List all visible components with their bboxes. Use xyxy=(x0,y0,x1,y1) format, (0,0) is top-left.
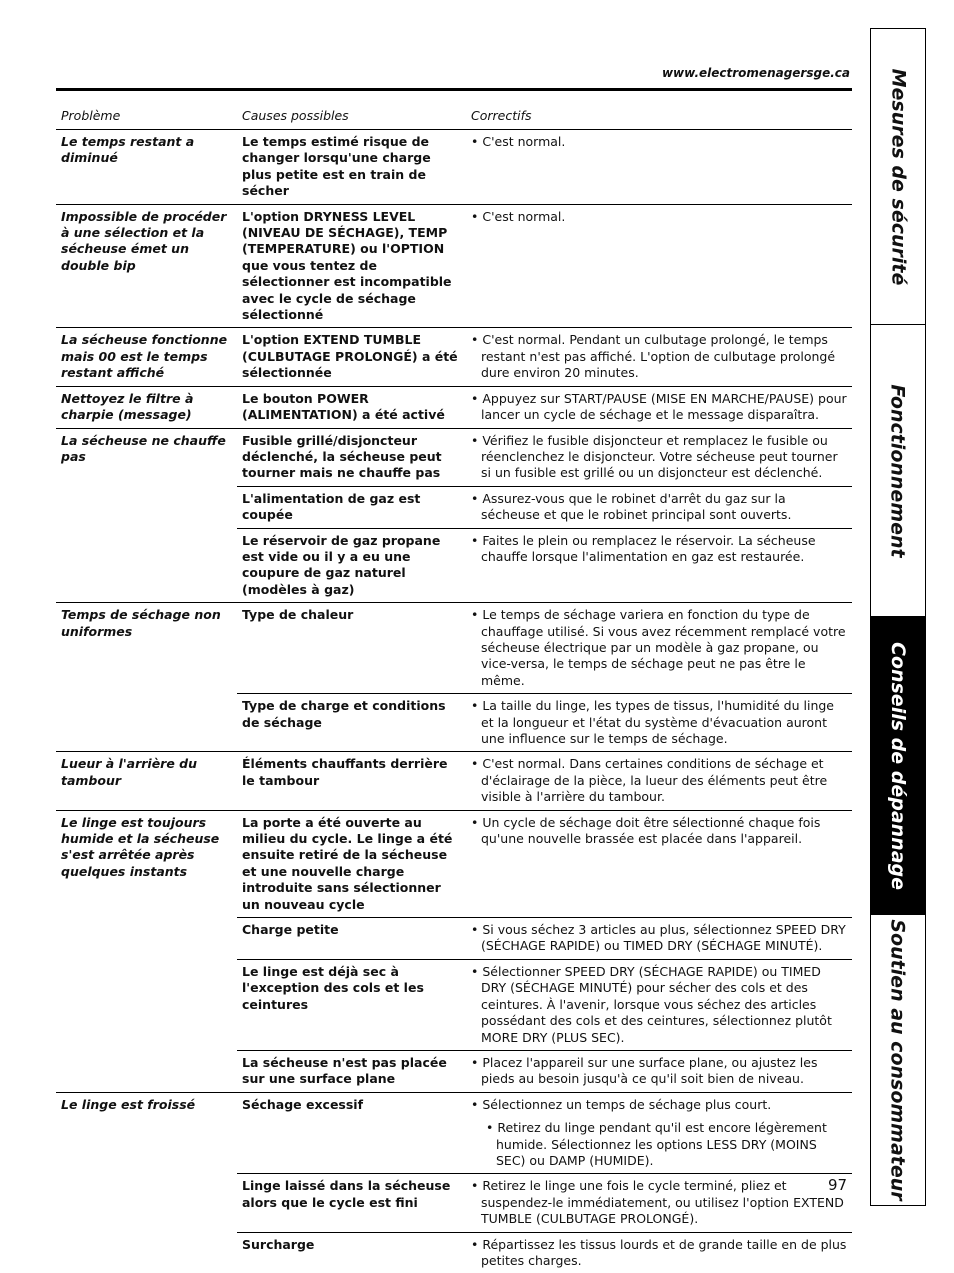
problem-cell: Temps de séchage non uniformes xyxy=(61,607,221,639)
tab-label: Fonctionnement xyxy=(887,383,910,558)
cause-cell: L'alimentation de gaz est coupée xyxy=(237,486,466,528)
table-row xyxy=(56,1232,852,1273)
table-row xyxy=(56,386,852,428)
table-row xyxy=(56,486,852,528)
table-row xyxy=(56,959,852,1050)
cause-cell: L'option DRYNESS LEVEL (NIVEAU DE SÉCHAGE), TEMP (TEMPERATURE) ou l'OPTION que vous tentez de sélectionner est incompatible avec le cycle de séchage sélectionné xyxy=(237,204,466,328)
cause-cell: Fusible grillé/disjoncteur déclenché, la sécheuse peut tourner mais ne chauffe pas xyxy=(237,428,466,486)
problem-cell: Nettoyez le filtre à charpie (message) xyxy=(56,386,237,428)
cause-cell: Type de charge et conditions de séchage xyxy=(237,694,466,752)
problem-cell xyxy=(56,959,237,1050)
table-row xyxy=(56,752,852,810)
problem-cell xyxy=(56,486,237,528)
cause-cell: Type de chaleur xyxy=(237,603,466,694)
table-row xyxy=(56,1174,852,1232)
cause-cell: La sécheuse n'est pas placée sur une surface plane xyxy=(237,1050,466,1092)
table-row xyxy=(56,328,852,386)
cause-cell: Le linge est déjà sec à l'exception des cols et les ceintures xyxy=(237,959,466,1050)
tab-soutien-au-consommateur[interactable] xyxy=(871,915,925,1205)
tab-conseils-de-depannage[interactable] xyxy=(871,617,925,915)
table-row xyxy=(56,603,852,694)
fix-cell: • C'est normal. xyxy=(466,204,852,328)
fix-cell: • Appuyez sur START/PAUSE (MISE EN MARCHE/PAUSE) pour lancer un cycle de séchage et le message disparaîtra. xyxy=(466,386,852,428)
table-header-row xyxy=(56,104,852,130)
header-rule xyxy=(56,88,852,91)
cause-cell: Charge petite xyxy=(237,918,466,960)
table-row xyxy=(56,528,852,603)
problem-cell: Impossible de procéder à une sélection et la sécheuse émet un double bip xyxy=(56,204,237,328)
problem-cell: Le linge est froissé xyxy=(61,1096,196,1112)
problem-cell xyxy=(56,1232,237,1273)
tab-label: Conseils de dépannage xyxy=(887,641,910,890)
fix-cell: • C'est normal. Pendant un culbutage prolongé, le temps restant n'est pas affiché. L'option de culbutage prolongé dure environ 20 minutes. xyxy=(466,328,852,386)
problem-cell xyxy=(56,694,237,752)
problem-cell: Le linge est toujours humide et la sécheuse s'est arrêtée après quelques instants xyxy=(61,814,220,879)
tab-mesures-de-securite[interactable] xyxy=(871,29,925,325)
fix-cell: • La taille du linge, les types de tissus, l'humidité du linge et la longueur et l'état du système d'évacuation auront une influence sur le temps de séchage. xyxy=(466,694,852,752)
tab-label: Mesures de sécurité xyxy=(887,68,909,285)
table-row xyxy=(56,130,852,205)
problem-cell xyxy=(56,1174,237,1232)
cause-cell: Le réservoir de gaz propane est vide ou il y a eu une coupure de gaz naturel (modèles à gaz) xyxy=(237,528,466,603)
troubleshooting-table xyxy=(56,104,852,1273)
fix-item: • Sélectionnez un temps de séchage plus court. xyxy=(471,1096,772,1112)
fix-item: • Retirez du linge pendant qu'il est encore légèrement humide. Sélectionnez les options LESS DRY (MOINS SEC) ou DAMP (HUMIDE). xyxy=(486,1120,827,1168)
problem-cell xyxy=(56,1050,237,1092)
fix-cell: • Faites le plein ou remplacez le réservoir. La sécheuse chauffe lorsque l'alimentation en gaz est restaurée. xyxy=(466,528,852,603)
fix-cell: • Sélectionner SPEED DRY (SÉCHAGE RAPIDE) ou TIMED DRY (SÉCHAGE MINUTÉ) pour sécher des cols et des ceintures. À l'avenir, lorsque vous séchez des articles possédant des cols et des ceintures, sélectionnez plutôt MORE DRY (PLUS SEC). xyxy=(466,959,852,1050)
problem-cell xyxy=(56,918,237,960)
fix-cell: • Le temps de séchage variera en fonction du type de chauffage utilisé. Si vous avez récemment remplacé votre sécheuse électrique par un modèle à gaz propane, ou vice-versa, le temps de séchage peut ne pas être le même. xyxy=(466,603,852,694)
table-row xyxy=(56,428,852,486)
problem-cell: La sécheuse fonctionne mais 00 est le temps restant affiché xyxy=(56,328,237,386)
fix-cell: • Répartissez les tissus lourds et de grande taille en de plus petites charges. xyxy=(471,1236,847,1268)
problem-cell: Lueur à l'arrière du tambour xyxy=(56,752,237,810)
troubleshooting-table-container xyxy=(56,104,852,1273)
fix-cell: • Vérifiez le fusible disjoncteur et remplacez le fusible ou réenclenchez le disjoncteur. Votre sécheuse peut tourner si un fusible est grillé ou un disjoncteur est déclenché. xyxy=(466,428,852,486)
cause-cell: L'option EXTEND TUMBLE (CULBUTAGE PROLONGÉ) a été sélectionnée xyxy=(237,328,466,386)
cause-cell: Surcharge xyxy=(242,1236,315,1252)
fix-cell: • Retirez le linge une fois le cycle terminé, pliez et suspendez-le immédiatement, ou utilisez l'option EXTEND TUMBLE (CULBUTAGE PROLONGÉ). xyxy=(466,1174,852,1232)
table-row xyxy=(56,1050,852,1092)
fix-cell xyxy=(466,1092,852,1174)
table-row xyxy=(56,918,852,960)
column-header-problem: Problème xyxy=(56,104,237,130)
cause-cell: Séchage excessif xyxy=(237,1092,466,1174)
cause-cell: Le temps estimé risque de changer lorsqu'une charge plus petite est en train de sécher xyxy=(237,130,466,205)
cause-cell: La porte a été ouverte au milieu du cycle. Le linge a été ensuite retiré de la sécheuse et une nouvelle charge introduite sans sélectionner un nouveau cycle xyxy=(237,810,466,917)
column-header-fix: Correctifs xyxy=(466,104,852,130)
table-row xyxy=(56,204,852,328)
page-number: 97 xyxy=(828,1176,848,1194)
fix-cell: • Assurez-vous que le robinet d'arrêt du gaz sur la sécheuse et que le robinet principal sont ouverts. xyxy=(466,486,852,528)
cause-cell: Éléments chauffants derrière le tambour xyxy=(237,752,466,810)
section-sidebar xyxy=(870,28,926,1206)
cause-cell: Le bouton POWER (ALIMENTATION) a été activé xyxy=(237,386,466,428)
website-url: www.electromenagersge.ca xyxy=(661,66,850,80)
problem-cell: La sécheuse ne chauffe pas xyxy=(61,432,226,464)
fix-cell: • C'est normal. xyxy=(466,130,852,205)
tab-fonctionnement[interactable] xyxy=(871,325,925,617)
fix-cell: • C'est normal. Dans certaines conditions de séchage et d'éclairage de la pièce, la lueur des éléments peut être visible à l'arrière du tambour. xyxy=(466,752,852,810)
fix-cell: • Si vous séchez 3 articles au plus, sélectionnez SPEED DRY (SÉCHAGE RAPIDE) ou TIMED DRY (SÉCHAGE MINUTÉ). xyxy=(466,918,852,960)
problem-cell: Le temps restant a diminué xyxy=(56,130,237,205)
cause-cell: Linge laissé dans la sécheuse alors que le cycle est fini xyxy=(237,1174,466,1232)
table-row xyxy=(56,694,852,752)
column-header-cause: Causes possibles xyxy=(237,104,466,130)
table-row xyxy=(56,810,852,917)
fix-cell: • Un cycle de séchage doit être sélectionné chaque fois qu'une nouvelle brassée est placée dans l'appareil. xyxy=(466,810,852,917)
problem-cell xyxy=(56,528,237,603)
table-row xyxy=(56,1092,852,1174)
fix-cell: • Placez l'appareil sur une surface plane, ou ajustez les pieds au besoin jusqu'à ce qu'il soit bien de niveau. xyxy=(466,1050,852,1092)
tab-label: Soutien au consommateur xyxy=(887,919,909,1201)
